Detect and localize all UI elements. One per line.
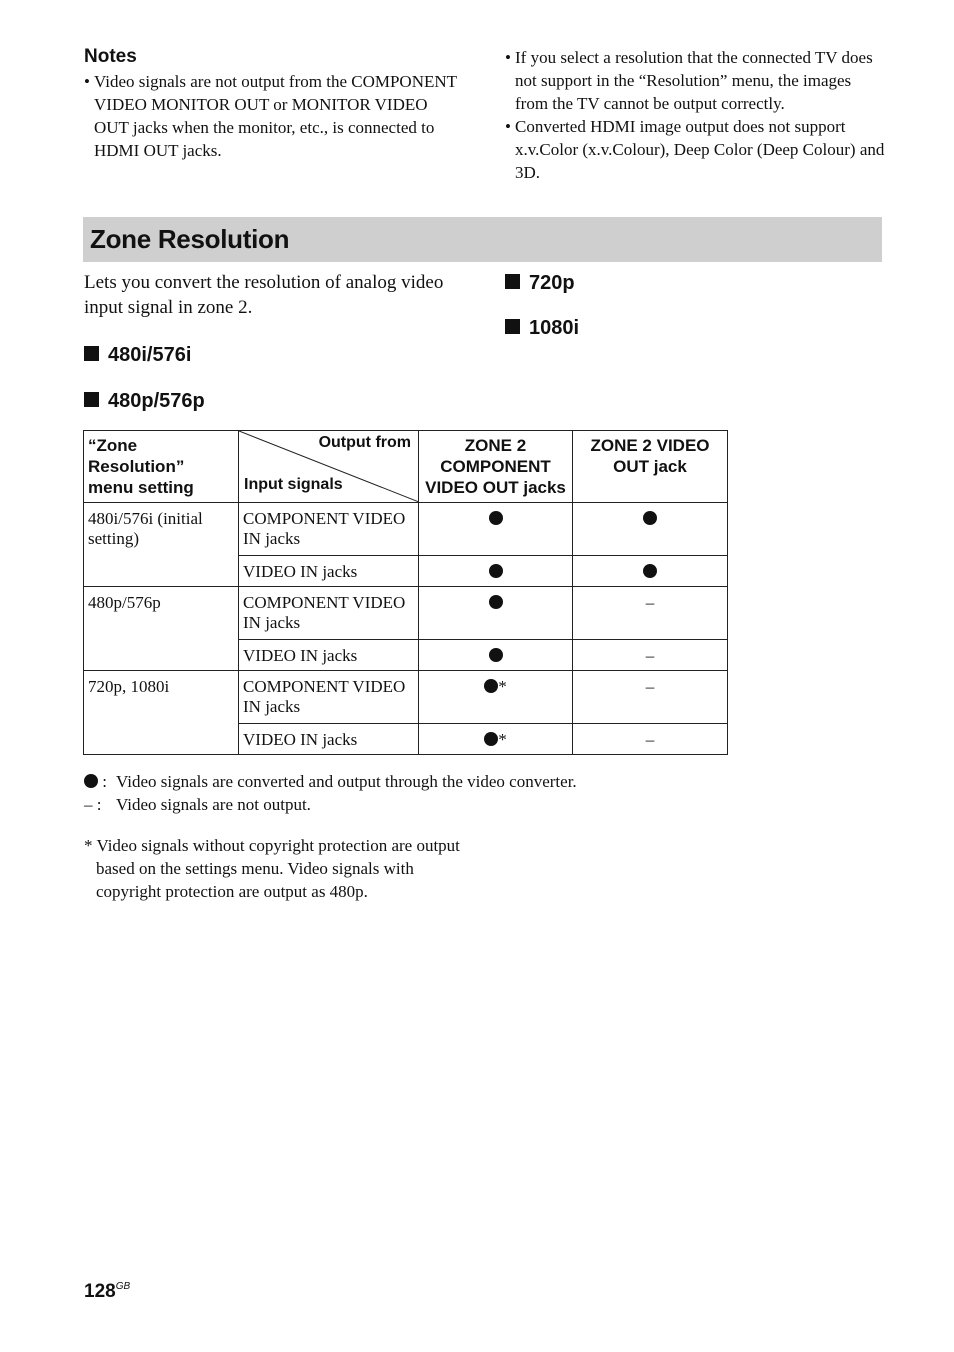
dot-icon <box>484 679 498 693</box>
header-diagonal-cell <box>239 431 419 503</box>
footnote: * Video signals without copyright protection are output based on the settings menu. Video signals with copyright protection are output as 480p. <box>84 836 460 901</box>
legend-row-dot <box>84 770 577 793</box>
legend-symbol: : <box>84 770 116 793</box>
option-heading-480i: 480i/576i <box>84 343 191 367</box>
input-cell: VIDEO IN jacks <box>239 556 419 587</box>
table-header-row <box>84 431 728 503</box>
table-row <box>84 671 728 724</box>
mark-cell <box>573 503 728 556</box>
dot-icon <box>484 732 498 746</box>
table-row <box>84 587 728 640</box>
mark-cell: – <box>573 587 728 640</box>
setting-cell: 480i/576i (initial setting) <box>84 503 239 587</box>
table-legend <box>84 770 577 816</box>
zone-resolution-table <box>83 430 728 755</box>
section-title: Zone Resolution <box>90 224 290 254</box>
mark-cell <box>573 556 728 587</box>
mark-cell: * <box>419 671 573 724</box>
notes-right-column <box>505 46 885 184</box>
page-suffix: GB <box>115 1281 131 1292</box>
mark-cell <box>419 503 573 556</box>
header-menu-setting: “Zone Resolution” menu setting <box>84 431 239 503</box>
header-input-signals: Input signals <box>244 476 343 493</box>
legend-text: Video signals are not output. <box>116 795 311 814</box>
notes-heading: Notes <box>84 46 137 67</box>
legend-row-dash <box>84 793 577 816</box>
page-number: $128^{GB}$ <box>84 1281 131 1302</box>
setting-cell: 480p/576p <box>84 587 239 671</box>
table-row <box>84 503 728 556</box>
mark-cell <box>419 587 573 640</box>
dot-icon <box>84 774 98 788</box>
mark-cell: – <box>573 671 728 724</box>
dot-icon <box>489 564 503 578</box>
header-video-out: ZONE 2 VIDEO OUT jack <box>573 431 728 503</box>
dot-icon <box>643 511 657 525</box>
dot-icon <box>489 648 503 662</box>
dot-icon <box>489 595 503 609</box>
option-heading-1080i: 1080i <box>505 316 579 340</box>
note-item: • Video signals are not output from the COMPONENT VIDEO MONITOR OUT or MONITOR VIDEO OUT jacks when the monitor, etc., is connected to HDMI OUT jacks. <box>84 70 464 162</box>
legend-symbol: – : <box>84 795 102 814</box>
mark-cell: * <box>419 724 573 755</box>
square-bullet-icon <box>84 392 99 407</box>
input-cell: COMPONENT VIDEO IN jacks <box>239 671 419 724</box>
square-bullet-icon <box>505 274 520 289</box>
input-cell: VIDEO IN jacks <box>239 640 419 671</box>
option-heading-480p: 480p/576p <box>84 389 205 413</box>
input-cell: COMPONENT VIDEO IN jacks <box>239 503 419 556</box>
input-cell: VIDEO IN jacks <box>239 724 419 755</box>
mark-cell: – <box>573 640 728 671</box>
header-component-out: ZONE 2 COMPONENT VIDEO OUT jacks <box>419 431 573 503</box>
header-output-from: Output from <box>318 434 411 451</box>
mark-cell: – <box>573 724 728 755</box>
notes-left-column <box>84 46 464 162</box>
input-cell: COMPONENT VIDEO IN jacks <box>239 587 419 640</box>
setting-cell: 720p, 1080i <box>84 671 239 755</box>
square-bullet-icon <box>505 319 520 334</box>
section-banner <box>83 217 882 262</box>
mark-cell <box>419 640 573 671</box>
option-heading-720p: 720p <box>505 271 575 295</box>
legend-text: Video signals are converted and output through the video converter. <box>116 772 577 791</box>
dot-icon <box>489 511 503 525</box>
square-bullet-icon <box>84 346 99 361</box>
mark-cell <box>419 556 573 587</box>
dot-icon <box>643 564 657 578</box>
note-item: • If you select a resolution that the connected TV does not support in the “Resolution” menu, the images from the TV cannot be output correctly. <box>505 46 885 115</box>
section-intro: Lets you convert the resolution of analog video input signal in zone 2. <box>84 272 444 318</box>
note-item: • Converted HDMI image output does not support x.v.Color (x.v.Colour), Deep Color (Deep Colour) and 3D. <box>505 115 885 184</box>
